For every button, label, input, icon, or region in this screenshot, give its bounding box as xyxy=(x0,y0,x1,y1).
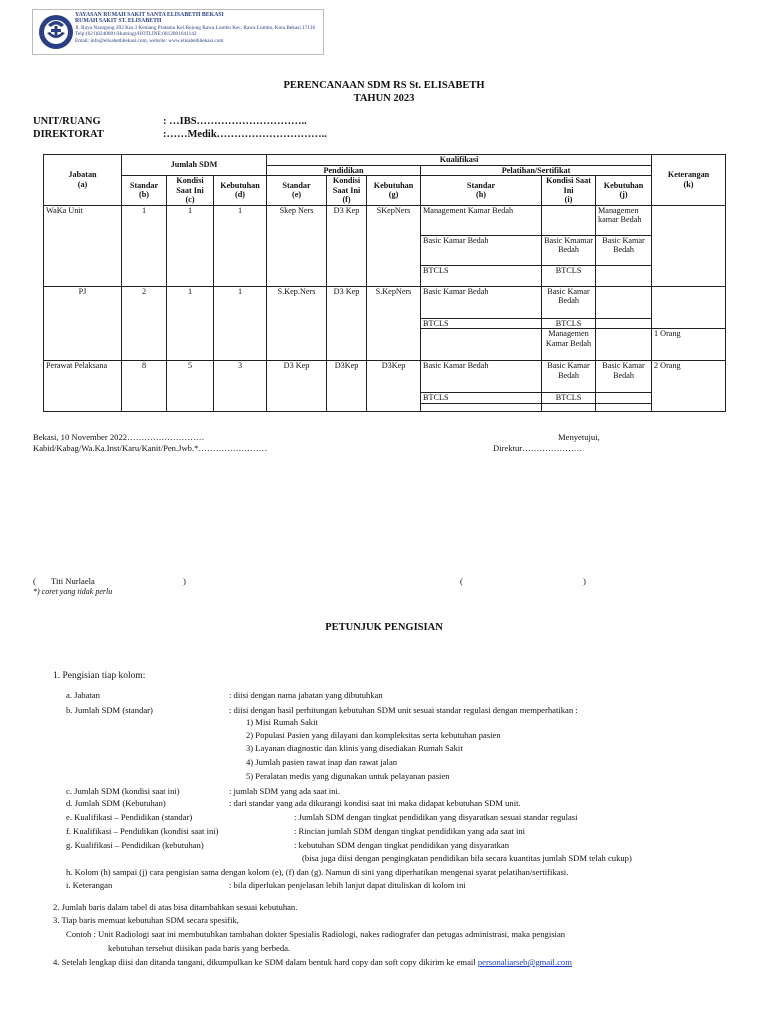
unit-label: UNIT/RUANG xyxy=(33,116,101,127)
header-kebutuhan-j: Kebutuhan (j) xyxy=(596,176,652,206)
cell-standar: 2 xyxy=(122,286,167,361)
right-sign-close: ) xyxy=(583,576,586,586)
cell-pend-kebutuhan: SKepNers xyxy=(367,205,421,286)
cell-pel-kebutuhan xyxy=(596,265,652,286)
header-pelatihan: Pelatihan/Sertifikat xyxy=(421,165,652,176)
direktorat-label: DIREKTORAT xyxy=(33,129,104,140)
cell-pel-standar: Management Kamar Bedah xyxy=(421,205,542,235)
cell-pel-standar: BTCLS xyxy=(421,393,542,404)
cell-kebutuhan: 3 xyxy=(214,361,267,412)
sdm-planning-table xyxy=(43,154,726,412)
header-kondisi-i: Kondisi Saat Ini (i) xyxy=(542,176,596,206)
footnote: *) coret yang tidak perlu xyxy=(33,587,113,596)
cell-pel-kebutuhan: Basic Kamar Bedah xyxy=(596,361,652,393)
cell-pend-kondisi: D3Kep xyxy=(327,361,367,412)
cell-pend-kebutuhan: D3Kep xyxy=(367,361,421,412)
instr-3: 3. Tiap baris memuat kebutuhan SDM secara spesifik, xyxy=(53,915,239,925)
hospital-logo xyxy=(37,13,75,51)
cell-pel-kondisi: BTCLS xyxy=(542,393,596,404)
instr-a-label: a. Jabatan xyxy=(66,690,100,700)
header-kondisi-f: Kondisi Saat Ini (f) xyxy=(327,176,367,206)
cell-standar: 1 xyxy=(122,205,167,286)
letterhead xyxy=(32,9,324,55)
cell-pel-kondisi: Basic Kamar Bedah xyxy=(542,361,596,393)
letterhead-text xyxy=(75,12,321,44)
cell-pel-standar: BTCLS xyxy=(421,318,542,329)
cell-pend-kondisi: D3 Kep xyxy=(327,286,367,361)
document-title: PERENCANAAN SDM RS St. ELISABETH xyxy=(283,80,485,91)
instr-g-value-2: (bisa juga diisi dengan pengingkatan pendidikan bila secara kuantitas jumlah SDM telah cukup) xyxy=(302,853,632,863)
instr-contoh-2: kebutuhan tersebut diisikan pada baris yang berbeda. xyxy=(108,943,291,953)
cell-pel-standar: BTCLS xyxy=(421,265,542,286)
cell-pel-kondisi: BTCLS xyxy=(542,265,596,286)
cell-kondisi: 5 xyxy=(167,361,214,412)
cell-jabatan: WaKa Unit xyxy=(44,205,122,286)
hospital-address: Jl. Raya Narogong 202 Km.3 Kemang Pratama Kel.Bojong Rawa Lumbu Kec. Rawa Lumbu, Kota Bekasi 17116 xyxy=(75,24,316,31)
email-link[interactable]: personaliarseb@gmail.com xyxy=(477,957,572,967)
instr-d-label: d. Jumlah SDM (Kebutuhan) xyxy=(66,798,166,808)
hospital-phone: Telp:(021)8240001/Hunting)/HOTLINE:0812001641142 xyxy=(75,31,197,38)
role-line: Kabid/Kabag/Wa.Ka.Inst/Karu/Kanit/Pen.Jwb.*…………………… xyxy=(33,443,268,453)
header-standar-b: Standar (b) xyxy=(122,176,167,206)
instr-c-label: c. Jumlah SDM (kondisi saat ini) xyxy=(66,786,180,796)
instr-i-label: i. Keterangan xyxy=(66,880,113,890)
header-pendidikan: Pendidikan xyxy=(267,165,421,176)
instr-b-value: : diisi dengan hasil perhitungan kebutuhan SDM unit sesuai standar regulasi dengan memperhatikan : xyxy=(229,705,578,715)
cell-pel-kondisi: BTCLS xyxy=(542,318,596,329)
header-standar-e: Standar (e) xyxy=(267,176,327,206)
date-line: Bekasi, 10 November 2022……………………… xyxy=(33,432,205,442)
instr-a-value: : diisi dengan nama jabatan yang dibutuhkan xyxy=(229,690,383,700)
header-kondisi-c: Kondisi Saat Ini (c) xyxy=(167,176,214,206)
instr-f-label: f. Kualifikasi – Pendidikan (kondisi saat ini) xyxy=(66,826,219,836)
cell-pel-kebutuhan xyxy=(596,329,652,361)
cell-pend-kebutuhan: S.KepNers xyxy=(367,286,421,361)
cell-kondisi: 1 xyxy=(167,286,214,361)
instr-b2: 2) Populasi Pasien yang dilayani dan kompleksitas serta kebutuhan pasien xyxy=(246,730,501,740)
document-year: TAHUN 2023 xyxy=(353,93,415,104)
cell-standar: 8 xyxy=(122,361,167,412)
cell-pel-standar: Basic Kamar Bedah xyxy=(421,286,542,318)
cell-pel-kebutuhan: Managemen kamar Bedah xyxy=(596,205,652,235)
left-sign-name: Titi Nurlaela xyxy=(51,576,95,586)
foundation-name: YAYASAN RUMAH SAKIT SANTA ELISABETH BEKASI xyxy=(75,12,224,18)
instr-contoh-1: Contoh : Unit Radiologi saat ini membutuhkan tambahan dokter Spesialis Radiologi, nakes radiografer dan petugas administrasi, maka pengisian xyxy=(66,929,566,939)
instr-b5: 5) Peralatan medis yang digunakan untuk pelayanan pasien xyxy=(246,771,450,781)
petunjuk-title: PETUNJUK PENGISIAN xyxy=(325,622,443,633)
cell-keterangan: 2 Orang xyxy=(652,361,726,412)
instr-f-value: : Rincian jumlah SDM dengan tingkat pendidikan yang ada saat ini xyxy=(294,826,526,836)
instr-4 xyxy=(53,957,572,967)
cell-pel-kebutuhan xyxy=(596,318,652,329)
direktur-line: Direktur………………… xyxy=(493,443,583,453)
cell-kondisi: 1 xyxy=(167,205,214,286)
left-sign-open: ( xyxy=(33,576,36,586)
cell-keterangan xyxy=(652,286,726,329)
instr-2: 2. Jumlah baris dalam tabel di atas bisa ditambahkan sesuai kebutuhan. xyxy=(53,902,298,912)
cell-pend-standar: S.Kep.Ners xyxy=(267,286,327,361)
header-jumlah-sdm: Jumlah SDM xyxy=(122,155,267,176)
hospital-name: RUMAH SAKIT ST. ELISABETH xyxy=(75,18,162,25)
header-jabatan: Jabatan (a) xyxy=(44,155,122,206)
instr-b4: 4) Jumlah pasien rawat inap dan rawat jalan xyxy=(246,757,398,767)
cell-pel-standar xyxy=(421,329,542,361)
instr-h: h. Kolom (h) sampai (j) cara pengisian sama dengan kolom (e), (f) dan (g). Namun di sini yang diperhatikan mengenai syarat pelatihan/sertifikasi. xyxy=(66,867,569,877)
cell-pel-standar: Basic Kamar Bedah xyxy=(421,235,542,265)
cell-pel-kondisi xyxy=(542,205,596,235)
empty-cell xyxy=(542,403,596,411)
instr-b-label: b. Jumlah SDM (standar) xyxy=(66,705,153,715)
cell-pend-standar: Skep Ners xyxy=(267,205,327,286)
cell-jabatan: Perawat Pelaksana xyxy=(44,361,122,412)
cell-pel-kondisi: Basic Kmamar Bedah xyxy=(542,235,596,265)
cell-keterangan xyxy=(652,205,726,286)
header-standar-h: Standar (h) xyxy=(421,176,542,206)
cell-pend-kondisi: D3 Kep xyxy=(327,205,367,286)
instr-b1: 1) Misi Rumah Sakit xyxy=(246,717,318,727)
cell-pel-kebutuhan: Basic Kamar Bedah xyxy=(596,235,652,265)
table-row xyxy=(44,205,726,235)
cell-keterangan: 1 Orang xyxy=(652,329,726,361)
table-row xyxy=(44,286,726,318)
table-row xyxy=(44,361,726,393)
instr-e-label: e. Kualifikasi – Pendidikan (standar) xyxy=(66,812,193,822)
cell-pel-standar: Basic Kamar Bedah xyxy=(421,361,542,393)
empty-cell xyxy=(421,403,542,411)
instr-g-label: g. Kualifikasi – Pendidikan (kebutuhan) xyxy=(66,840,204,850)
cell-pel-kebutuhan xyxy=(596,393,652,404)
instr-g-value: : kebutuhan SDM dengan tingkat pendidikan yang disyaratkan xyxy=(294,840,510,850)
header-kebutuhan-d: Kebutuhan (d) xyxy=(214,176,267,206)
right-sign-open: ( xyxy=(460,576,463,586)
cell-pel-kondisi: Managemen Kamar Bedah xyxy=(542,329,596,361)
instr-c-value: : jumlah SDM yang ada saat ini. xyxy=(229,786,340,796)
cell-kebutuhan: 1 xyxy=(214,205,267,286)
cell-jabatan: PJ xyxy=(44,286,122,361)
unit-value: : …IBS………………………….. xyxy=(163,116,307,127)
cell-pel-kebutuhan xyxy=(596,286,652,318)
header-keterangan: Keterangan (k) xyxy=(652,155,726,206)
direktorat-value: :……Medik………………………….. xyxy=(163,129,327,140)
instr-4-text: 4. Setelah lengkap diisi dan ditanda tangani, dikumpulkan ke SDM dalam bentuk hard copy dan soft copy dikirim ke email xyxy=(53,957,478,967)
approve-label: Menyetujui, xyxy=(558,432,600,442)
header-kebutuhan-g: Kebutuhan (g) xyxy=(367,176,421,206)
left-sign-close: ) xyxy=(183,576,186,586)
instr-d-value: : dari standar yang ada dikurangi kondisi saat ini maka didapat kebutuhan SDM unit. xyxy=(229,798,521,808)
cell-pend-standar: D3 Kep xyxy=(267,361,327,412)
cell-pel-kondisi: Basic Kamar Bedah xyxy=(542,286,596,318)
cell-kebutuhan: 1 xyxy=(214,286,267,361)
empty-cell xyxy=(596,403,652,411)
instr-1: 1. Pengisian tiap kolom: xyxy=(53,671,146,681)
header-kualifikasi: Kualifikasi xyxy=(267,155,652,166)
instr-e-value: : Jumlah SDM dengan tingkat pendidikan yang disyaratkan sesuai standar regulasi xyxy=(294,812,578,822)
instr-b3: 3) Layanan diagnostic dan klinis yang disediakan Rumah Sakit xyxy=(246,743,463,753)
instr-i-value: : bila diperlukan penjelasan lebih lanjut dapat dituliskan di kolom ini xyxy=(229,880,466,890)
hospital-email: Email: info@elisabethbekasi.com, website: www.elisabethbekasi.com xyxy=(75,37,224,44)
